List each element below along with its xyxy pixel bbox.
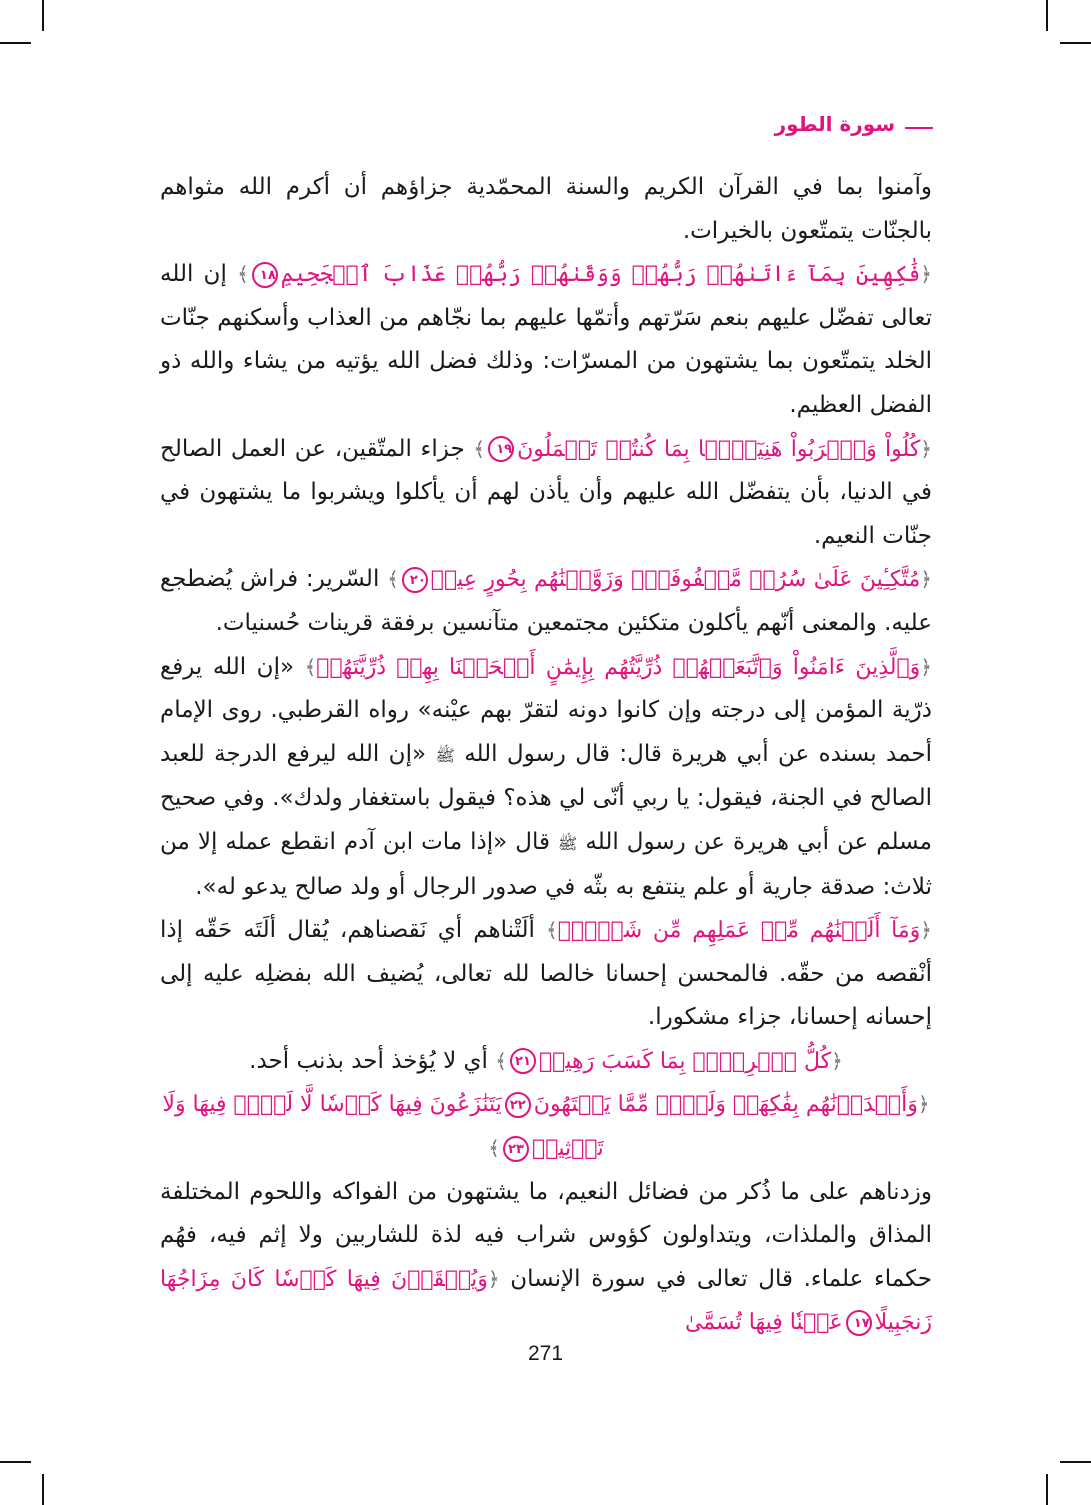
quran-verse: عَيۡنٗا فِيهَا تُسَمَّىٰ [684, 1310, 843, 1336]
verse-open-bracket: ﴿ [920, 436, 933, 461]
commentary-text: جزاء المتّقين، عن العمل الصالح في الدنيا، بأن يتفضّل الله عليهم وأن يأذن لهم أن يأكلوا ويشربوا ما يشتهون في جنّات النعيم. [160, 435, 932, 549]
paragraph-ayah-19 [160, 428, 932, 559]
surah-title: سورة الطور [774, 112, 895, 136]
crop-mark-bottom-right-horizontal [1060, 1461, 1091, 1463]
crop-mark-bottom-left-horizontal [0, 1461, 31, 1463]
paragraph-ayah-18 [160, 253, 932, 427]
verse-close-bracket: ﴾ [237, 262, 249, 287]
commentary-text: وآمنوا بما في القرآن الكريم والسنة المحمّدية جزاؤهم أن أكرم الله مثواهم بالجنّات يتمتّعون بالخيرات. [160, 174, 932, 244]
crop-mark-top-right-vertical [1046, 0, 1048, 31]
paragraph-alatnahum [160, 909, 932, 1040]
salla-symbol: ﷺ [435, 745, 455, 765]
verse-open-bracket: ﴿ [487, 1266, 500, 1291]
ayah-number-badge: ٢٠ [402, 567, 428, 593]
paragraph-intro [160, 166, 932, 253]
commentary-text: وزدناهم على ما ذُكر من فضائل النعيم، ما يشتهون من الفواكه واللحوم المختلفة المذاق والملذات، ويتداولون كؤوس شراب فيه لذة للشاربين ولا إثم فيه، فهُم حكماء علماء. قال تعالى في سورة الإنسان [160, 1178, 933, 1292]
hadith-text: قال «إذا مات ابن آدم انقطع عمله إلا من ثلاث: صدقة جارية أو علم ينتفع به بثّه في صدور الرجال أو ولد صالح يدعو له». [160, 828, 932, 900]
commentary-text: إن الله تعالى تفضّل عليهم بنعم سَرّتهم وأتمّها عليهم بما نجّاهم من العذاب وأسكنهم جنّات الخلد يتمتّعون بما يشتهون من المسرّات: وذلك فضل الله يؤتيه من يشاء والله ذو الفضل العظيم. [160, 261, 932, 418]
crop-mark-top-left-vertical [42, 0, 44, 31]
paragraph-ayah-22-23 [160, 1083, 932, 1170]
quran-verse: وَأَمۡدَدۡنَٰهُم بِفَٰكِهَةٖ وَلَحۡمٖ مِّمَّا يَشۡتَهُونَ [533, 1092, 918, 1118]
verse-open-bracket: ﴿ [920, 918, 933, 943]
verse-open-bracket: ﴿ [920, 567, 932, 592]
verse-close-bracket: ﴾ [546, 918, 558, 943]
header-rule [905, 127, 933, 129]
ayah-number-badge: ١٧ [846, 1310, 872, 1336]
commentary-text: السّرير: فراش يُضطجع عليه. والمعنى أنّهم يأكلون متكئين مجتمعين متآنسين برفقة قرينات حُسنيات. [160, 566, 932, 636]
quran-verse: يَتَنَٰزَعُونَ فِيهَا كَأۡسٗا لَّا لَغۡوٞ فِيهَا وَلَا تَأۡثِيمٞ [162, 1092, 604, 1162]
quran-verse: وَمَآ أَلَتۡنَٰهُم مِّنۡ عَمَلِهِم مِّن شَيۡءٖۚ [557, 918, 921, 944]
quran-verse: كُلُواْ وَٱشۡرَبُواْ هَنِيٓـَٔۢا بِمَا كُنتُمۡ تَعۡمَلُونَ [517, 436, 921, 462]
verse-open-bracket: ﴿ [920, 262, 933, 287]
page-body [160, 166, 932, 1345]
page-number: 271 [527, 1342, 564, 1365]
ayah-number-badge: ١٩ [488, 436, 514, 462]
verse-open-bracket: ﴿ [831, 1048, 843, 1073]
ayah-number-badge: ٢٢ [505, 1092, 531, 1118]
hadith-text: «إن الله ليرفع الدرجة للعبد الصالح في الجنة، فيقول: يا ربي أنّى لي هذه؟ فيقول باستغفار ولدك». وفي صحيح مسلم عن أبي هريرة عن رسول الله [160, 740, 933, 855]
ayah-number-badge: ١٨ [252, 262, 278, 288]
commentary-text: ألَتْناهم أي نَقصناهم، يُقال ألَتَه حَقّه إذا أنْقصه من حقّه. فالمحسن إحسانا خالصا لله تعالى، يُضيف الله بفضلِه عليه إلى إحسانه إحسانا، جزاء مشكورا. [160, 917, 932, 1031]
verse-close-bracket: ﴾ [473, 436, 486, 461]
quran-verse: وَيُسۡقَوۡنَ فِيهَا كَأۡسٗا كَانَ مِزَاجُهَا زَنجَبِيلًا [160, 1266, 932, 1336]
crop-mark-bottom-right-vertical [1046, 1474, 1048, 1505]
crop-mark-top-right-horizontal [1060, 42, 1091, 44]
quran-verse: مُتَّكِـِٔينَ عَلَىٰ سُرُرٖ مَّصۡفُوفَةٖۖ وَزَوَّجۡنَٰهُم بِحُورٍ عِينٖ [430, 567, 921, 593]
paragraph-closing [160, 1171, 932, 1345]
verse-close-bracket: ﴾ [387, 567, 399, 592]
ayah-number-badge: ٢٣ [503, 1136, 529, 1162]
quran-verse: فَٰكِهِينَ بِمَآ ءَاتَىٰهُمۡ رَبُّهُمۡ وَوَقَىٰهُمۡ رَبُّهُمۡ عَذَابَ ٱلۡجَحِيمِ [280, 262, 921, 288]
quran-verse: كُلُّ ٱمۡرِيِٕۭ بِمَا كَسَبَ رَهِينٞ [538, 1048, 832, 1074]
crop-mark-top-left-horizontal [0, 42, 31, 44]
verse-open-bracket: ﴿ [917, 1092, 930, 1117]
verse-close-bracket: ﴾ [304, 654, 317, 679]
running-header [775, 112, 933, 136]
salla-symbol: ﷺ [558, 833, 578, 853]
hadith-text: «إن الله يرفع ذرّية المؤمن إلى درجته وإن كانوا دونه لتقرّ بهم عيْنه» رواه القرطبي. روى الإمام أحمد بسنده عن أبي هريرة قال: قال رسول الله [160, 653, 933, 767]
verse-close-bracket: ﴾ [488, 1136, 500, 1161]
verse-close-bracket: ﴾ [495, 1048, 507, 1073]
verse-open-bracket: ﴿ [920, 654, 933, 679]
quran-verse: وَٱلَّذِينَ ءَامَنُواْ وَٱتَّبَعَتۡهُمۡ ذُرِّيَّتُهُم بِإِيمَٰنٍ أَلۡحَقۡنَا بِهِمۡ ذُرِّيَّتَهُمۡ [316, 654, 921, 680]
commentary-text: أي لا يُؤخذ أحد بذنب أحد. [249, 1047, 488, 1074]
ayah-number-badge: ٢١ [510, 1048, 536, 1074]
paragraph-ayah-20 [160, 558, 932, 645]
crop-mark-bottom-left-vertical [42, 1474, 44, 1505]
paragraph-ayah-21 [160, 1040, 932, 1084]
paragraph-dhurriyya [160, 646, 932, 910]
